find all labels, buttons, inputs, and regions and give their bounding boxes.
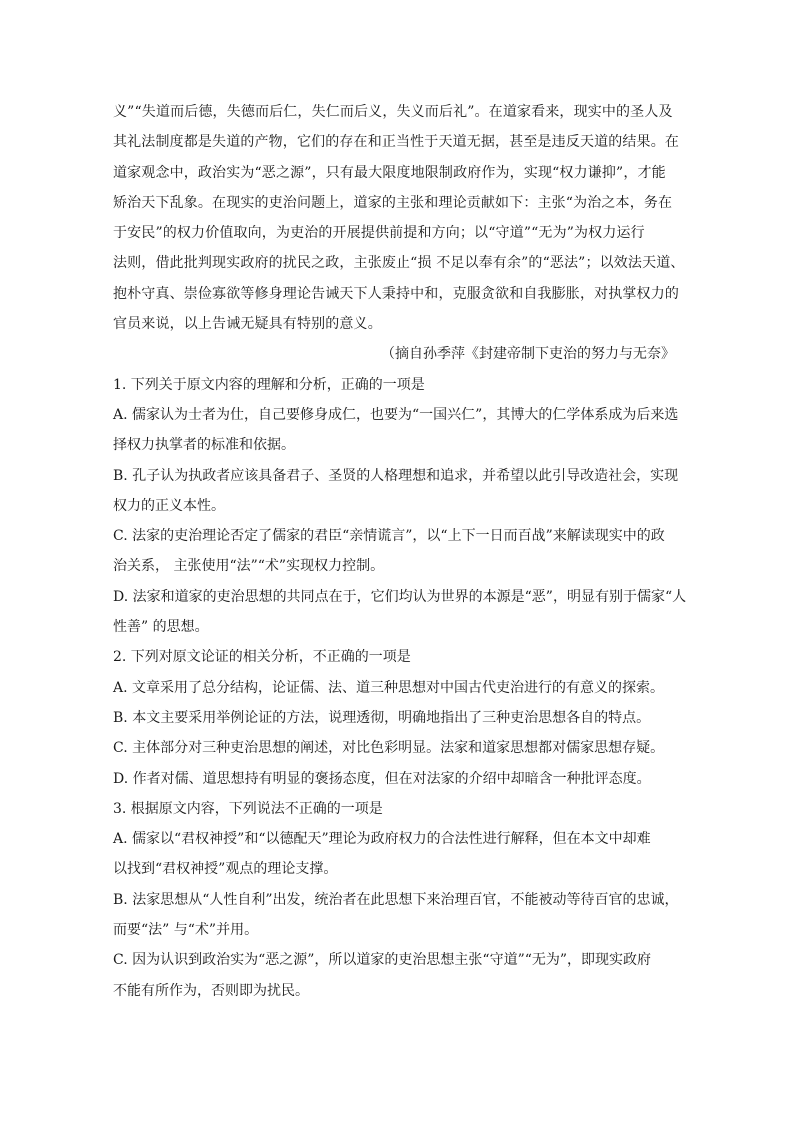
option-line: B. 孔子认为执政者应该具备君子、圣贤的人格理想和追求，并希望以此引导改造社会，实现 [113,467,679,484]
option-line: C. 法家的吏治理论否定了儒家的君臣“亲情谎言”，以“上下一日而百战”来解读现实中的政 [113,528,665,545]
passage-paragraph [113,97,685,339]
passage-line: 官员来说，以上告诫无疑具有特别的意义。 [113,316,382,333]
option-line: D. 作者对儒、道思想持有明显的褒扬态度，但在对法家的介绍中却暗含一种批评态度。 [113,770,651,787]
option-line: C. 因为认识到政治实为“恶之源”，所以道家的吏治思想主张“守道”“无为”，即现实政府 [113,952,652,969]
question-stem: 2. 下列对原文论证的相关分析，不正确的一项是 [113,649,411,666]
question-option-a [113,824,685,885]
question-3 [113,794,685,1006]
question-option-b [113,461,685,522]
question-option-c [113,521,685,582]
option-line: 择权力执掌者的标准和依据。 [113,437,295,454]
question-option-d [113,764,685,794]
option-line: A. 文章采用了总分结构，论证儒、法、道三种思想对中国古代吏治进行的有意义的探索。 [113,679,665,696]
option-line: 不能有所作为，否则即为扰民。 [113,982,309,999]
option-line: 性善” 的思想。 [113,619,209,636]
question-option-b [113,703,685,733]
question-option-a [113,400,685,461]
passage-line: 矫治天下乱象。在现实的吏治问题上，道家的主张和理论贡献如下：主张“为治之本，务在 [113,194,673,211]
option-line: 而要“法” 与“术”并用。 [113,922,259,939]
passage-line: 法则，借此批判现实政府的扰民之政，主张废止“损 不足以奉有余”的“恶法”；以效法天道、 [113,255,685,272]
question-option-b [113,885,685,946]
option-line: A. 儒家以“君权神授”和“以德配天”理论为政府权力的合法性进行解释，但在本文中却难 [113,831,651,848]
option-line: 治关系， 主张使用“法”“术”实现权力控制。 [113,558,385,575]
question-option-d [113,582,685,643]
question-1 [113,370,685,643]
option-line: B. 法家思想从“人性自利”出发，统治者在此思想下来治理百官，不能被动等待百官的忠诚， [113,891,679,908]
passage-line: 于安民”的权力价值取向，为吏治的开展提供前提和方向；以“守道”“无为”为权力运行 [113,225,645,242]
option-line: D. 法家和道家的吏治思想的共同点在于，它们均认为世界的本源是“恶”，明显有别于儒家“人 [113,588,687,605]
option-line: B. 本文主要采用举例论证的方法，说理透彻，明确地指出了三种吏治思想各自的特点。 [113,709,651,726]
passage-source-citation: （摘自孙季萍《封建帝制下吏治的努力与无奈》 [381,346,675,363]
passage-line: 其礼法制度都是失道的产物，它们的存在和正当性于天道无据，甚至是违反天道的结果。在 [113,134,679,151]
option-line: A. 儒家认为士者为仕，自己要修身成仁，也要为“一国兴仁”，其博大的仁学体系成为后来选 [113,406,679,423]
question-option-c [113,945,685,1006]
option-line: C. 主体部分对三种吏治思想的阐述，对比色彩明显。法家和道家思想都对儒家思想存疑。 [113,740,665,757]
question-2 [113,642,685,793]
passage-line: 抱朴守真、崇俭寡欲等修身理论告诫天下人秉持中和，克服贪欲和自我膨胀，对执掌权力的 [113,285,679,302]
passage-line: 义”“失道而后德，失德而后仁，失仁而后义，失义而后礼”。在道家看来，现实中的圣人及 [113,104,673,120]
option-line: 权力的正义本性。 [113,497,225,514]
question-stem: 3. 根据原文内容，下列说法不正确的一项是 [113,800,383,817]
passage-line: 道家观念中，政治实为“恶之源”，只有最大限度地限制政府作为，实现“权力谦抑”，才能 [113,164,666,181]
document-content [113,97,685,1006]
question-option-a [113,673,685,703]
option-line: 以找到“君权神授”观点的理论支撑。 [113,861,338,878]
question-stem: 1. 下列关于原文内容的理解和分析，正确的一项是 [113,376,425,393]
question-option-c [113,733,685,763]
